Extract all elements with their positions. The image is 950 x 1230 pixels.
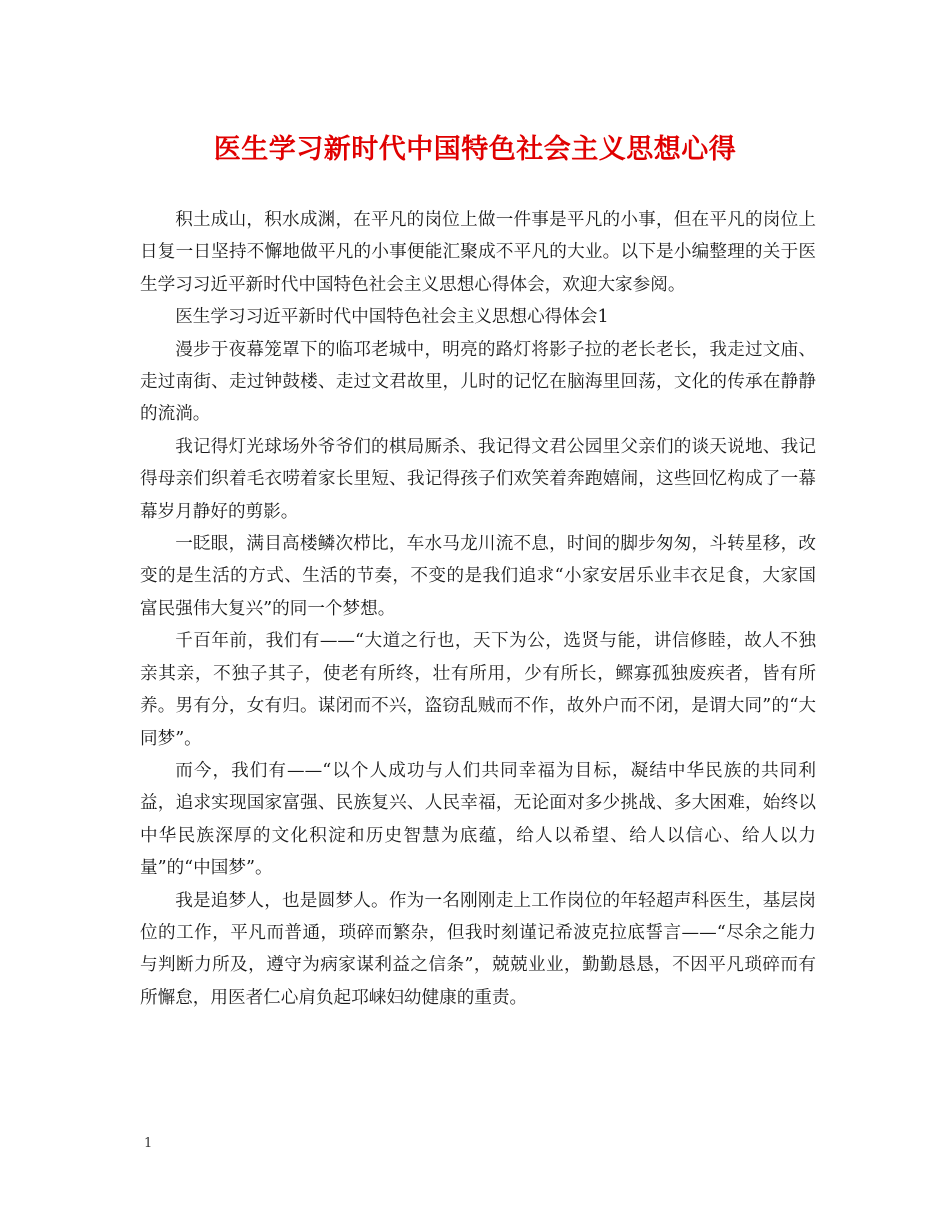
paragraph: 漫步于夜幕笼罩下的临邛老城中，明亮的路灯将影子拉的老长老长，我走过文庙、走过南街、走过钟鼓楼、走过文君故里，儿时的记忆在脑海里回荡，文化的传承在静静的流淌。 bbox=[140, 339, 816, 425]
paragraph: 千百年前，我们有——“大道之行也，天下为公，选贤与能，讲信修睦，故人不独亲其亲，不独子其子，使老有所终，壮有所用，少有所长，鳏寡孤独废疾者，皆有所养。男有分，女有归。谋闭而不兴，盗窃乱贼而不作，故外户而不闭，是谓大同”的“大同梦”。 bbox=[140, 631, 816, 749]
page-number: 1 bbox=[144, 1136, 153, 1151]
section-heading: 医生学习习近平新时代中国特色社会主义思想心得体会1 bbox=[175, 307, 609, 328]
document-title: 医生学习新时代中国特色社会主义思想心得 bbox=[213, 134, 737, 165]
paragraph: 我是追梦人，也是圆梦人。作为一名刚刚走上工作岗位的年轻超声科医生，基层岗位的工作，平凡而普通，琐碎而繁杂，但我时刻谨记希波克拉底誓言——“尽余之能力与判断力所及，遵守为病家谋利益之信条”，兢兢业业，勤勤恳恳，不因平凡琐碎而有所懈怠，用医者仁心肩负起邛崃妇幼健康的重责。 bbox=[140, 890, 816, 1008]
paragraph: 而今，我们有——“以个人成功与人们共同幸福为目标，凝结中华民族的共同利益，追求实现国家富强、民族复兴、人民幸福，无论面对多少挑战、多大困难，始终以中华民族深厚的文化积淀和历史智慧为底蕴，给人以希望、给人以信心、给人以力量”的“中国梦”。 bbox=[140, 760, 816, 879]
paragraph-intro: 积土成山，积水成渊，在平凡的岗位上做一件事是平凡的小事，但在平凡的岗位上日复一日坚持不懈地做平凡的小事便能汇聚成不平凡的大业。以下是小编整理的关于医生学习习近平新时代中国特色社会主义思想心得体会，欢迎大家参阅。 bbox=[140, 210, 816, 295]
paragraph: 一眨眼，满目高楼鳞次栉比，车水马龙川流不息，时间的脚步匆匆，斗转星移，改变的是生活的方式、生活的节奏，不变的是我们追求“小家安居乐业丰衣足食，大家国富民强伟大复兴”的同一个梦想。 bbox=[140, 534, 816, 619]
paragraph: 我记得灯光球场外爷爷们的棋局厮杀、我记得文君公园里父亲们的谈天说地、我记得母亲们织着毛衣唠着家长里短、我记得孩子们欢笑着奔跑嬉闹，这些回忆构成了一幕幕岁月静好的剪影。 bbox=[140, 436, 816, 522]
document-body bbox=[140, 204, 816, 1014]
